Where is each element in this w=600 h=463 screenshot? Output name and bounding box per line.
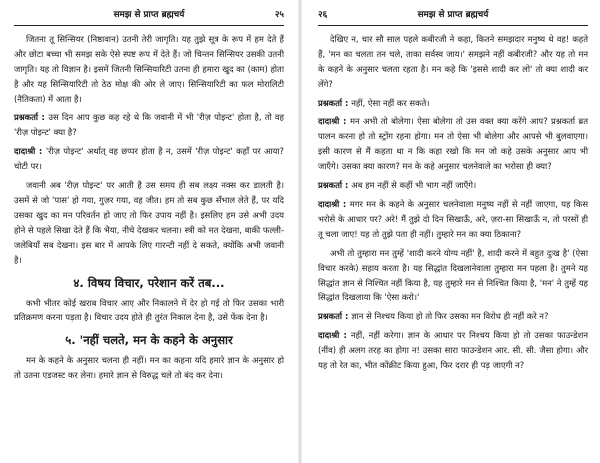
questioner-label: प्रश्नकर्ता : xyxy=(14,112,45,123)
section-heading-5: ५. 'नहीं चलते, मन के कहने के अनुसार xyxy=(65,333,233,348)
left-header-title: समझ से प्राप्त ब्रह्मचर्य xyxy=(113,10,185,20)
left-question-1 xyxy=(14,110,284,140)
dadashri-label: दादाश्री : xyxy=(318,116,347,127)
left-page xyxy=(0,0,296,463)
right-answer-3 xyxy=(318,328,588,373)
right-answer-1 xyxy=(318,114,588,174)
question-text: नहीं, ऐसा नहीं कर सकते। xyxy=(351,97,430,108)
right-page-number: २६ xyxy=(318,10,328,20)
questioner-label: प्रश्नकर्ता : xyxy=(318,180,349,191)
left-paragraph-2: जवानी अब 'रीज़ पोइन्ट' पर आती है उस समय ही सब लक्ष्य नक्स कर डालती है। उसमें से जो 'पास' हो गया, गुज़र गया, वह जीत। हम तो सब कुछ सँभाल लेते हैं, पर यदि उसका खुद का मन परिवर्तन हो जाए तो फिर उपाय नहीं है। इसलिए हम उसे अभी उदय होने से पहले सिखा देते हैं कि भैया, नीचे देखकर चलना। स्त्री को मत देखना, बाकी फल्ली-जलेबियाँ सब देखना। इस बार में आपके लिए गारन्टी नहीं दे सकते, क्योंकि अभी जवानी है। xyxy=(14,180,284,265)
dadashri-label: दादाश्री : xyxy=(318,198,347,209)
left-paragraph-4: मन के कहने के अनुसार चलना ही नहीं। मन का कहना यदि हमारे ज्ञान के अनुसार हो तो उतना एडजस्ट कर लेना। हमारे ज्ञान से विरुद्ध चले तो बंद कर देना। xyxy=(14,355,284,381)
right-header-title: समझ से प्राप्त ब्रह्मचर्य xyxy=(417,10,489,20)
right-answer-2 xyxy=(318,197,588,242)
left-answer-1 xyxy=(14,144,284,174)
right-page xyxy=(304,0,600,463)
answer-text: नहीं, नहीं करेगा। ज्ञान के आधार पर निश्चय किया हो तो उसका फाउन्डेशन (नींव) ही अलग तरह का होगा न! उसका सारा फाउन्डेशन आर. सी. सी. जैसा होगा। और यह तो रेत का, भीत कोंक्रीट किया हुआ, फिर दरार ही पड़ जाएगी न? xyxy=(318,330,588,371)
dadashri-label: दादाश्री : xyxy=(14,146,43,157)
questioner-label: प्रश्नकर्ता : xyxy=(318,97,349,108)
right-question-2 xyxy=(318,178,588,193)
question-text: अब हम नहीं से कहीं भी भाग नहीं जाएँगे। xyxy=(351,180,477,191)
right-question-3 xyxy=(318,309,588,324)
left-running-header xyxy=(14,8,284,26)
questioner-label: प्रश्नकर्ता : xyxy=(318,311,349,322)
right-paragraph-2: अभी तो तुम्हारा मन तुम्हें 'शादी करने योग्य नहीं' है, शादी करने में बहुत दुःख है' (ऐसा विचार करके) सहाय करता है। यह सिद्धांत दिखलानेवाला तुम्हारा मन पहला है। तुमने यह सिद्धांत ज्ञान से निश्चित नहीं किया है, यह तुम्हारे मन से निश्चित किया है, 'मन' ने तुम्हें यह सिद्धांत दिखलाया कि 'ऐसा करो।' xyxy=(318,247,588,303)
section-heading-4: ४. विषय विचार, परेशान करें तब... xyxy=(73,275,225,290)
left-paragraph-1: जितना तू सिन्सियर (निष्ठावान) उतनी तेरी जागृति। यह तुझे सूत्र के रूप में हम देते हैं और छोटा बच्चा भी समझ सके ऐसे स्पष्ट रूप में देते हैं। जो चिन्तन सिन्सियर उसकी उतनी जागृति। यह तो विज्ञान है। इसमें जितनी सिन्सियारिटी उतना ही हमारा खुद का (काम) होता है और यह सिन्सियारिटी तो ठेठ मोक्ष की ओर ले जाए। सिन्सियारिटी का फल मोरालिटी (नैतिकता) में आता है। xyxy=(14,33,284,104)
answer-text: 'रीज़ पोइन्ट' अर्थात् वह छप्पर होता है न, उसमें 'रीज़ पोइन्ट' कहाँ पर आया? चोटी पर। xyxy=(14,146,284,172)
book-gutter xyxy=(298,0,302,463)
left-paragraph-3: कभी भीतर कोई खराब विचार आए और निकालने में देर हो गई तो फिर उसका भारी प्रतिक्रमण करना पड़ता है। विचार उदय होते ही तुरंत निकाल देना है, उसे फेंक देना है। xyxy=(14,297,284,323)
dadashri-label: दादाश्री : xyxy=(318,330,347,341)
right-question-1 xyxy=(318,96,588,111)
right-running-header xyxy=(318,8,588,26)
answer-text: मन अभी तो बोलेगा। ऐसा बोलेगा तो उस वक्त क्या करेंगे आप? प्रश्नकर्ता ब्रत पालन करना हो तो स्ट्रोंग रहना होगा। मन तो ऐसा भी बोलेगा और आपसे भी बुलवाएगा। इसी कारण से मैं कहता था न कि कहा रखो कि मन जो कहे उसके अनुसार आप भी जाएँगे। उसका क्या कारण? मन के कहे अनुसार चलनेवाले का भरोसा ही क्या? xyxy=(318,116,588,172)
left-page-number: २५ xyxy=(274,10,284,20)
question-text: उस दिन आप कुछ कह रहे थे कि जवानी में भी 'रीज़ पोइन्ट' होता है, तो वह 'रीज़ पोइन्ट' क्या है? xyxy=(14,112,284,138)
question-text: ज्ञान से निश्चय किया हो तो फिर उसका मन विरोध ही नहीं करे न? xyxy=(351,311,549,322)
right-paragraph-1: देखिए न, चार सौ साल पहले कबीरजी ने कहा, कितने समझदार मनुष्य थे वह! कहते हैं, 'मन का चलता तन चले, ताका सर्वस्व जाय।' समझने नहीं कबीरजी? और यह तो मन के कहने के अनुसार चलता रहता है। मन कहे कि 'इससे शादी कर लो' तो क्या शादी कर लेंगे? xyxy=(318,33,588,89)
answer-text: मगर मन के कहने के अनुसार चलनेवाला मनुष्य नहीं से नहीं जाएगा, यह किस भरोसे के आधार पर? अरे! मैं तुझे दो दिन सिखाऊँ, अरे, ज़रा-सा सिखाऊँ न, तो परसों ही तू चला जाए! यह तो तुझे पता ही नहीं। तुम्हारे मन का क्या ठिकाना? xyxy=(318,198,588,239)
